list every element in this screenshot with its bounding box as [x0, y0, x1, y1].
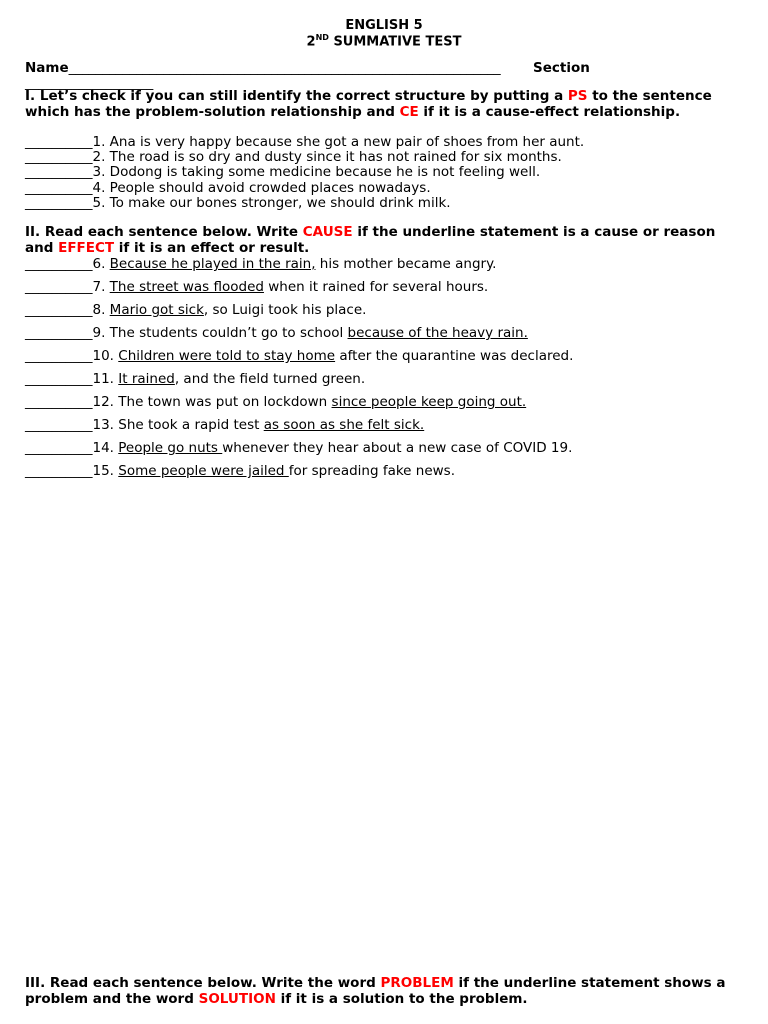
item-text-post: for spreading fake news. — [288, 463, 456, 479]
answer-blank[interactable]: __________ — [25, 195, 93, 211]
part2-item — [25, 394, 526, 410]
part3-instructions — [25, 976, 747, 1007]
part2-code-effect: EFFECT — [58, 239, 115, 256]
item-number: 9. — [92, 325, 110, 341]
part3-code-solution: SOLUTION — [198, 990, 276, 1007]
item-text-pre: The students couldn’t go to school — [109, 325, 348, 341]
name-field — [25, 60, 501, 76]
part3-instr-a: III. Read each sentence below. Write the word — [25, 975, 381, 991]
item-number: 10. — [92, 348, 119, 364]
name-line[interactable]: ________________________________________________________________ — [68, 60, 501, 76]
underlined-statement: It rained — [118, 371, 175, 387]
answer-blank[interactable]: __________ — [25, 371, 93, 387]
section-label: Section — [533, 60, 590, 76]
part1-item — [25, 180, 431, 196]
underlined-statement: People go nuts — [118, 440, 223, 456]
item-number: 11. — [92, 371, 119, 387]
answer-blank[interactable]: __________ — [25, 134, 93, 150]
part1-item — [25, 195, 451, 211]
part2-item — [25, 325, 528, 341]
part1-instr-c: if it is a cause-effect relationship. — [418, 103, 681, 120]
item-number: 13. — [92, 417, 119, 433]
part2-instructions — [25, 225, 747, 256]
name-label: Name — [25, 60, 69, 76]
part1-item — [25, 134, 584, 150]
part2-item — [25, 371, 365, 387]
answer-blank[interactable]: __________ — [25, 256, 93, 272]
underlined-statement: The street was flooded — [109, 279, 264, 295]
item-text: 5. To make our bones stronger, we should drink milk. — [92, 195, 451, 211]
part2-item — [25, 256, 496, 272]
part2-instr-b: if the underline statement is a cause or reason and — [25, 224, 716, 256]
item-text-post: whenever they hear about a new case of COVID 19. — [222, 440, 573, 456]
answer-blank[interactable]: __________ — [25, 440, 93, 456]
test-title-rest: SUMMATIVE TEST — [328, 34, 462, 50]
answer-blank[interactable]: __________ — [25, 417, 93, 433]
underlined-statement: because of the heavy rain. — [347, 325, 528, 341]
item-text: 2. The road is so dry and dusty since it has not rained for six months. — [92, 149, 562, 165]
part3-instr-c: if it is a solution to the problem. — [275, 990, 528, 1007]
item-number: 8. — [92, 302, 110, 318]
part2-instr-a: II. Read each sentence below. Write — [25, 224, 303, 240]
part2-code-cause: CAUSE — [302, 224, 353, 240]
item-text-post: , and the field turned green. — [174, 371, 366, 387]
item-text-post: when it rained for several hours. — [263, 279, 489, 295]
answer-blank[interactable]: __________ — [25, 164, 93, 180]
item-text-post: after the quarantine was declared. — [335, 348, 574, 364]
part1-instr-a: I. Let’s check if you can still identify the correct structure by putting a — [25, 88, 568, 104]
part3-instr-b: if the underline statement shows a problem and the word — [25, 975, 726, 1007]
part2-item — [25, 440, 572, 456]
item-number: 12. — [92, 394, 119, 410]
test-title — [0, 33, 768, 49]
answer-blank[interactable]: __________ — [25, 325, 93, 341]
part1-instructions — [25, 89, 747, 120]
part3-code-problem: PROBLEM — [380, 975, 454, 991]
item-number: 7. — [92, 279, 110, 295]
part1-item — [25, 149, 562, 165]
part2-instr-c: if it is an effect or result. — [114, 239, 310, 256]
item-number: 15. — [92, 463, 119, 479]
part1-item — [25, 164, 540, 180]
item-text: 1. Ana is very happy because she got a new pair of shoes from her aunt. — [92, 134, 585, 150]
section-line[interactable]: ___________________ — [25, 75, 154, 91]
part2-item — [25, 463, 455, 479]
underlined-statement: since people keep going out. — [331, 394, 527, 410]
item-number: 14. — [92, 440, 119, 456]
underlined-statement: Because he played in the rain, — [109, 256, 316, 272]
part1-code-ps: PS — [567, 88, 588, 104]
part2-item — [25, 279, 488, 295]
part2-item — [25, 417, 424, 433]
part1-code-ce: CE — [399, 103, 419, 120]
answer-blank[interactable]: __________ — [25, 149, 93, 165]
item-text: 3. Dodong is taking some medicine because he is not feeling well. — [92, 164, 541, 180]
answer-blank[interactable]: __________ — [25, 348, 93, 364]
item-text-pre: The town was put on lockdown — [118, 394, 332, 410]
part1-instr-b: to the sentence which has the problem-solution relationship and — [25, 88, 712, 120]
test-subject: ENGLISH 5 — [345, 18, 423, 33]
answer-blank[interactable]: __________ — [25, 463, 93, 479]
item-text-post: his mother became angry. — [315, 256, 497, 272]
part2-item — [25, 302, 366, 318]
answer-blank[interactable]: __________ — [25, 180, 93, 196]
item-text-pre: She took a rapid test — [118, 417, 264, 433]
item-number: 6. — [92, 256, 110, 272]
underlined-statement: as soon as she felt sick. — [263, 417, 425, 433]
item-text: 4. People should avoid crowded places nowadays. — [92, 180, 431, 196]
answer-blank[interactable]: __________ — [25, 279, 93, 295]
part2-item — [25, 348, 573, 364]
item-text-post: , so Luigi took his place. — [203, 302, 367, 318]
answer-blank[interactable]: __________ — [25, 302, 93, 318]
underlined-statement: Children were told to stay home — [118, 348, 336, 364]
test-title-ordinal-suffix: ND — [315, 33, 329, 42]
underlined-statement: Mario got sick — [109, 302, 204, 318]
test-title-ordinal: 2 — [306, 34, 316, 50]
answer-blank[interactable]: __________ — [25, 394, 93, 410]
underlined-statement: Some people were jailed — [118, 463, 289, 479]
